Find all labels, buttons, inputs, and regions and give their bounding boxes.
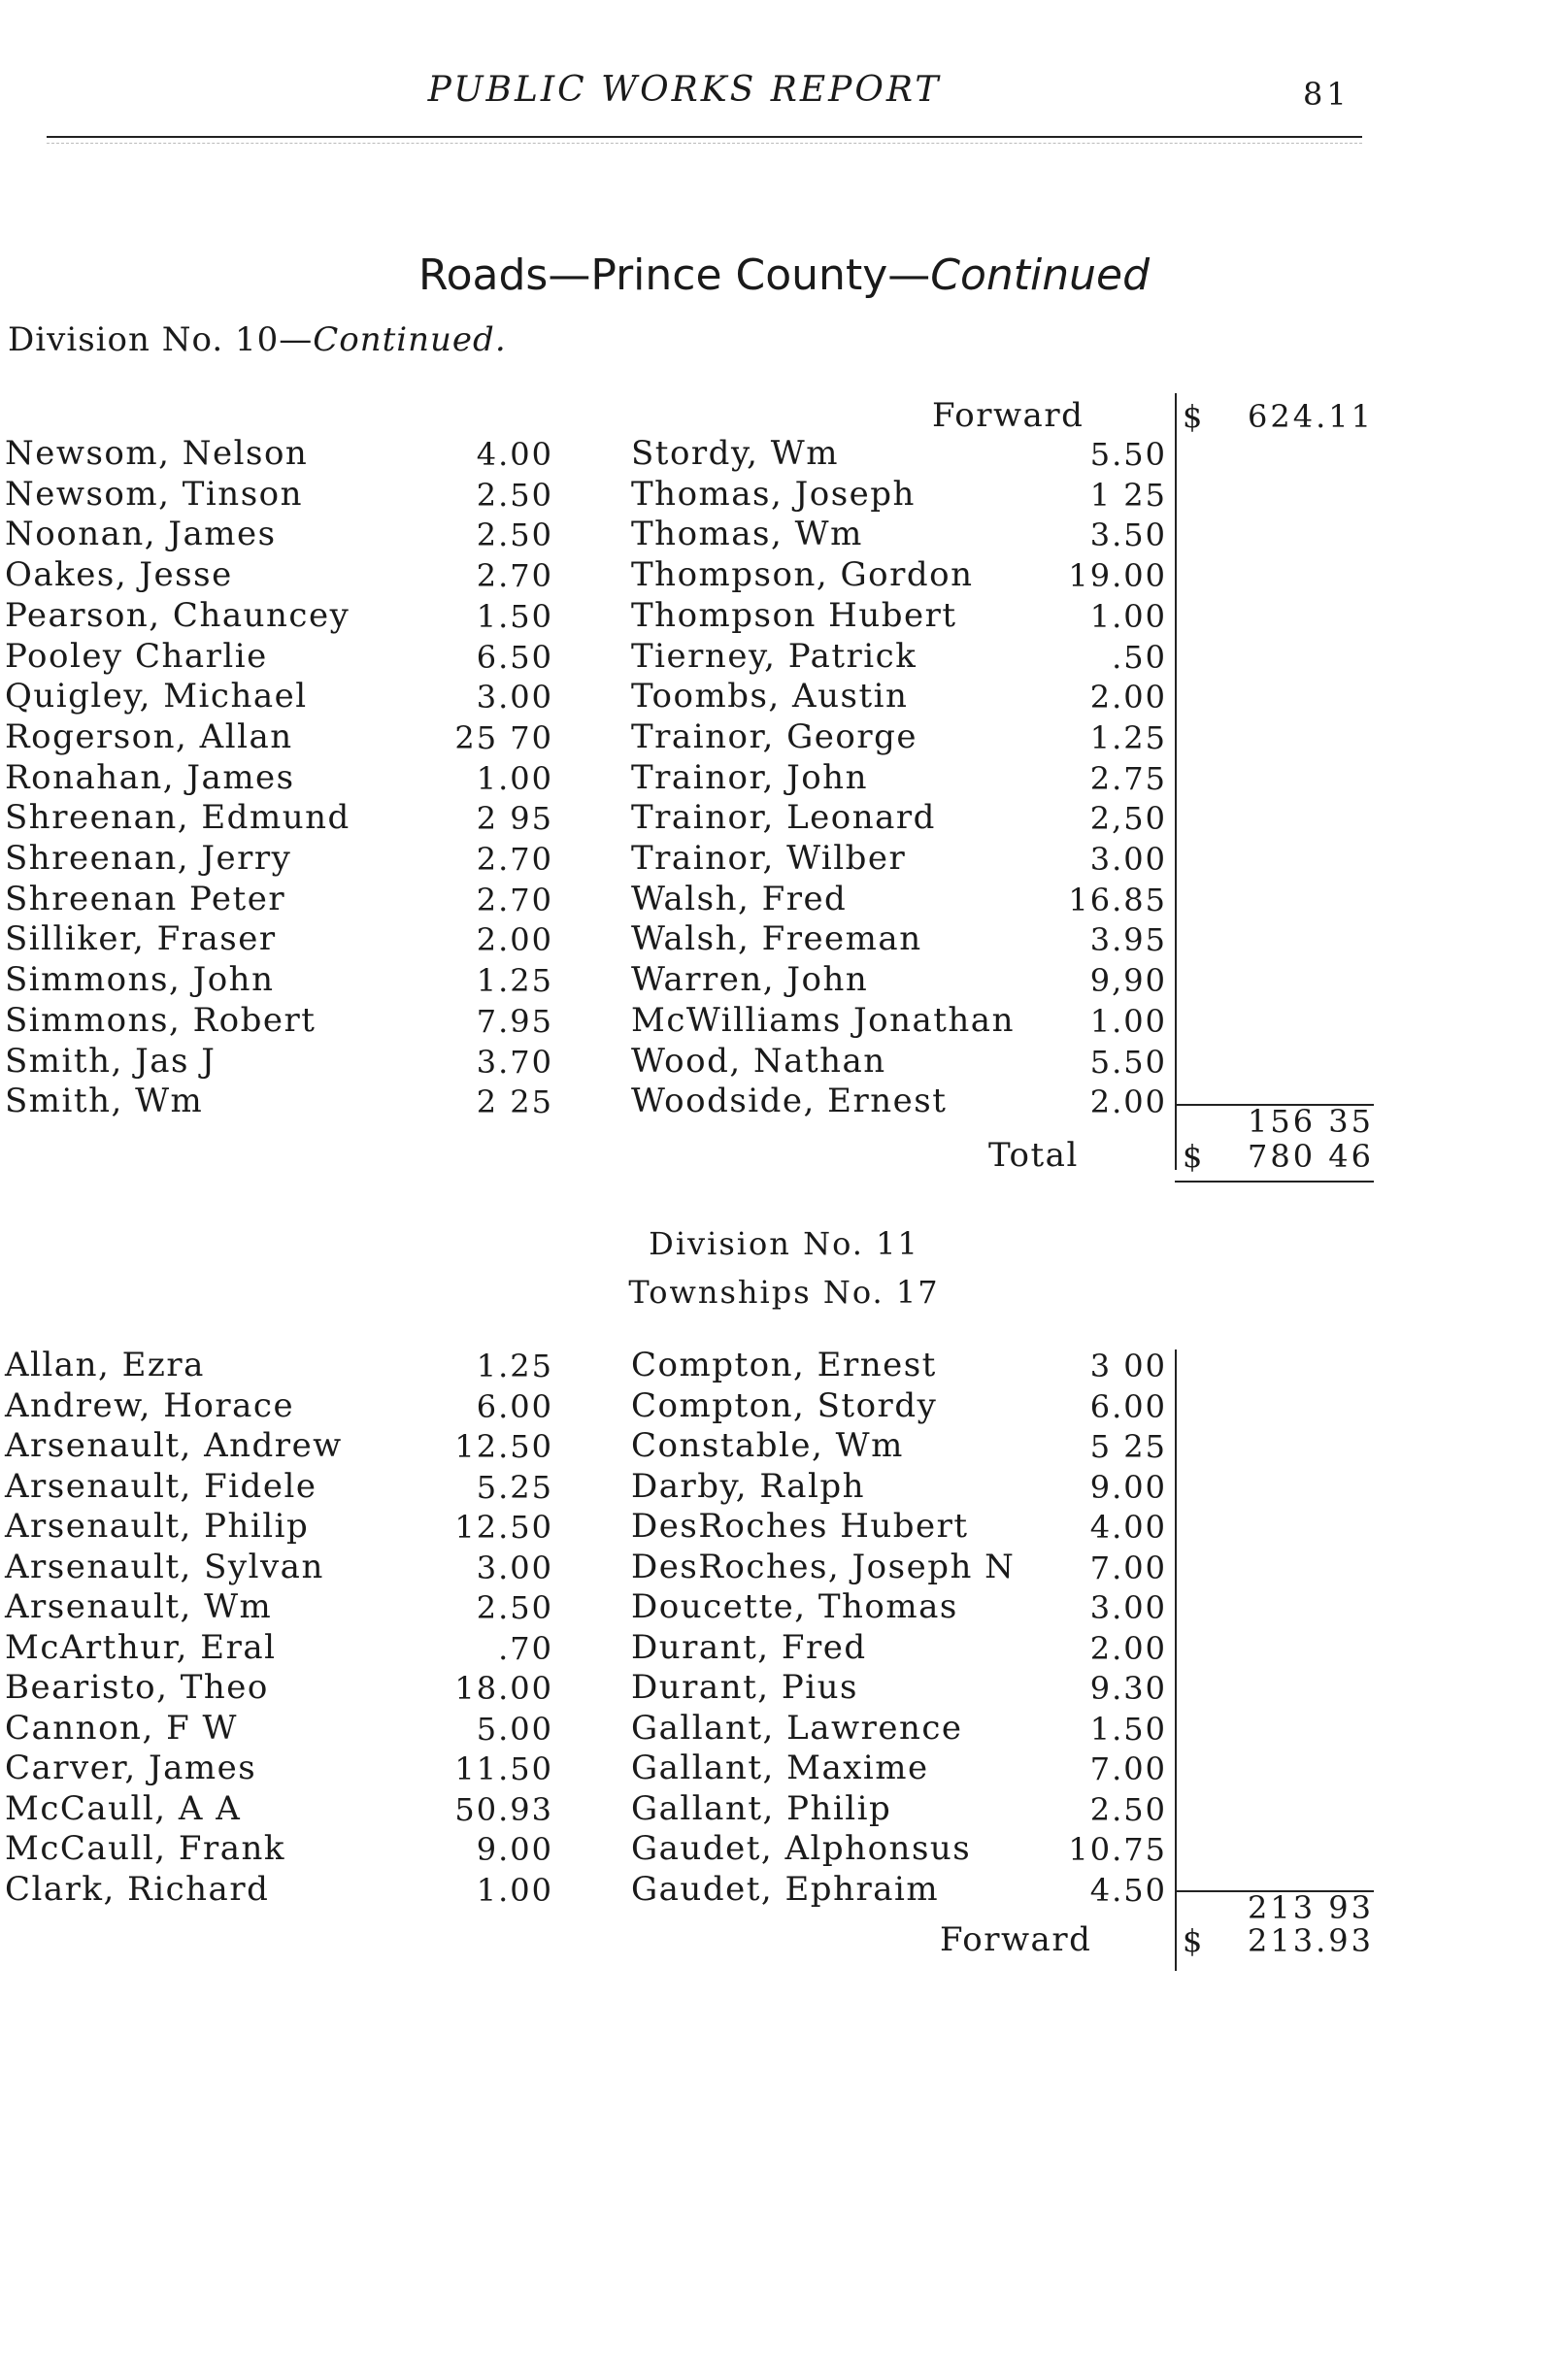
right-entry-name: Walsh, Fred: [631, 879, 848, 918]
division-10-total-amount: 780 46: [1248, 1138, 1374, 1175]
right-entry-name: Trainor, John: [631, 757, 868, 797]
division-11-forward-label: Forward: [940, 1920, 1092, 1959]
right-entry-name: DesRoches, Joseph N: [631, 1547, 1016, 1586]
left-entry-amount: 1.00: [476, 759, 553, 797]
left-entry-amount: 2.50: [476, 517, 553, 554]
right-entry-amount: 3.00: [1089, 841, 1167, 878]
right-entry-name: Compton, Ernest: [631, 1346, 937, 1384]
left-entry-name: Arsenault, Wm: [5, 1587, 273, 1626]
right-entry-amount: 3.50: [1089, 517, 1167, 554]
right-entry-name: Trainor, George: [631, 716, 917, 756]
left-entry-amount: 6.00: [476, 1387, 553, 1425]
left-entry-name: Smith, Jas J: [5, 1041, 217, 1081]
division-11-forward-amount: 213.93: [1248, 1922, 1374, 1959]
left-entry-amount: 2.70: [476, 557, 553, 595]
division-10-heading: [8, 320, 507, 359]
division-10-forward-label: Forward: [932, 396, 1084, 435]
left-entry-name: Noonan, James: [5, 515, 277, 554]
right-entry-amount: 3.00: [1089, 1589, 1167, 1626]
right-entry-name: Toombs, Austin: [631, 677, 909, 716]
right-entry-amount: 5 25: [1089, 1428, 1167, 1465]
right-entry-amount: 2.00: [1089, 679, 1167, 716]
left-entry-amount: 1.00: [476, 1871, 553, 1909]
left-entry-amount: .70: [498, 1629, 553, 1667]
section-title: [0, 250, 1568, 300]
left-entry-amount: 1.50: [476, 597, 553, 635]
right-entry-name: Gallant, Philip: [631, 1788, 892, 1828]
left-entry-amount: 2.70: [476, 881, 553, 918]
right-entry-name: Doucette, Thomas: [631, 1587, 958, 1626]
left-entry-amount: 2.50: [476, 1589, 553, 1626]
header-rule-faint: [47, 143, 1362, 144]
header-rule: [47, 136, 1362, 138]
left-entry-name: Carver, James: [5, 1749, 257, 1787]
right-entry-name: Trainor, Leonard: [631, 798, 936, 838]
left-entry-amount: 5.00: [476, 1710, 553, 1748]
right-entry-name: Wood, Nathan: [631, 1041, 886, 1081]
right-entry-amount: 2.00: [1089, 1629, 1167, 1667]
right-entry-amount: 2.75: [1089, 759, 1167, 797]
left-entry-name: Smith, Wm: [5, 1082, 204, 1121]
right-entry-amount: 9,90: [1089, 962, 1167, 1000]
right-entry-name: Durant, Pius: [631, 1668, 858, 1707]
running-header-title: PUBLIC WORKS REPORT: [427, 70, 942, 110]
left-entry-name: Arsenault, Philip: [5, 1507, 310, 1546]
right-entry-amount: 16.85: [1068, 881, 1167, 918]
left-entry-name: Shreenan Peter: [5, 879, 286, 918]
left-entry-name: Quigley, Michael: [5, 677, 308, 716]
right-entry-amount: 5.50: [1089, 1043, 1167, 1081]
left-entry-amount: 25 70: [454, 718, 553, 756]
left-entry-amount: 11.50: [454, 1750, 553, 1787]
right-entry-amount: 9.30: [1089, 1670, 1167, 1707]
division-10-column-rule: [1175, 393, 1177, 1170]
right-entry-amount: 7.00: [1089, 1750, 1167, 1787]
right-entry-amount: 4.00: [1089, 1509, 1167, 1546]
left-entry-name: Andrew, Horace: [5, 1385, 295, 1425]
right-entry-name: Darby, Ralph: [631, 1466, 866, 1506]
right-entry-name: Stordy, Wm: [631, 434, 839, 473]
left-entry-name: McArthur, Eral: [5, 1627, 277, 1667]
left-entry-name: Cannon, F W: [5, 1708, 238, 1748]
division-10-total-dollar: $: [1183, 1138, 1203, 1175]
left-entry-amount: 7.95: [476, 1002, 553, 1040]
left-entry-amount: 12.50: [454, 1428, 553, 1465]
left-entry-amount: 1.25: [476, 962, 553, 1000]
division-11-subtotal: 213 93: [1248, 1889, 1374, 1926]
right-entry-name: Thomas, Wm: [631, 515, 863, 554]
left-entry-amount: 3.00: [476, 679, 553, 716]
right-entry-name: Thompson, Gordon: [631, 555, 974, 595]
left-entry-name: Bearisto, Theo: [5, 1668, 269, 1707]
left-entry-amount: 2 95: [476, 800, 553, 838]
division-10-heading-continued: Continued.: [313, 320, 507, 359]
left-entry-amount: 2.00: [476, 921, 553, 959]
division-10-forward-dollar: $: [1183, 398, 1203, 435]
left-entry-amount: 2.70: [476, 841, 553, 878]
right-entry-name: Trainor, Wilber: [631, 839, 907, 878]
right-entry-amount: 3.95: [1089, 921, 1167, 959]
left-entry-amount: 9.00: [476, 1831, 553, 1868]
right-entry-amount: 1.00: [1089, 1002, 1167, 1040]
right-entry-name: Compton, Stordy: [631, 1385, 938, 1425]
division-11-heading: Division No. 11: [649, 1225, 919, 1262]
right-entry-name: Thomas, Joseph: [631, 474, 916, 514]
left-entry-amount: 2.50: [476, 476, 553, 514]
division-10-forward-amount: 624.11: [1248, 398, 1374, 435]
left-entry-amount: 1.25: [476, 1348, 553, 1384]
right-entry-amount: 2.50: [1089, 1790, 1167, 1828]
right-entry-amount: 1.50: [1089, 1710, 1167, 1748]
right-entry-amount: 3 00: [1089, 1348, 1167, 1384]
left-entry-amount: 18.00: [454, 1670, 553, 1707]
left-entry-name: Arsenault, Andrew: [5, 1426, 343, 1465]
right-entry-name: Walsh, Freeman: [631, 919, 922, 959]
division-11-subtotal-rule: [1175, 1890, 1374, 1892]
division-10-total-rule: [1175, 1181, 1374, 1183]
section-title-main: Roads—Prince County—: [417, 250, 931, 300]
left-entry-name: Clark, Richard: [5, 1869, 270, 1909]
right-entry-name: Thompson Hubert: [631, 595, 957, 635]
left-entry-name: Allan, Ezra: [5, 1346, 205, 1384]
left-entry-name: Shreenan, Jerry: [5, 839, 292, 878]
right-entry-amount: 19.00: [1068, 557, 1167, 595]
page-number: 81: [1303, 76, 1351, 113]
right-entry-amount: 7.00: [1089, 1549, 1167, 1586]
division-10-subtotal-rule: [1175, 1104, 1374, 1106]
right-entry-amount: 10.75: [1068, 1831, 1167, 1868]
left-entry-name: Newsom, Nelson: [5, 434, 309, 473]
left-entry-name: Pooley Charlie: [5, 636, 268, 676]
left-entry-name: McCaull, Frank: [5, 1829, 286, 1868]
right-entry-amount: .50: [1112, 638, 1167, 676]
right-entry-amount: 1.25: [1089, 718, 1167, 756]
division-10-total-label: Total: [988, 1136, 1079, 1175]
right-entry-amount: 4.50: [1089, 1871, 1167, 1909]
left-entry-amount: 5.25: [476, 1468, 553, 1506]
left-entry-amount: 50.93: [454, 1790, 553, 1828]
right-entry-name: Gaudet, Alphonsus: [631, 1829, 972, 1868]
right-entry-name: McWilliams Jonathan: [631, 1000, 1015, 1040]
left-entry-name: McCaull, A A: [5, 1788, 242, 1828]
right-entry-name: Tierney, Patrick: [631, 636, 917, 676]
left-entry-name: Arsenault, Sylvan: [5, 1547, 324, 1586]
division-10-heading-main: Division No. 10—: [8, 320, 314, 359]
division-11-column-rule: [1175, 1350, 1177, 1971]
division-10-subtotal: 156 35: [1248, 1103, 1374, 1140]
right-entry-amount: 9.00: [1089, 1468, 1167, 1506]
right-entry-name: Durant, Fred: [631, 1627, 867, 1667]
left-entry-name: Shreenan, Edmund: [5, 798, 350, 838]
right-entry-amount: 1.00: [1089, 597, 1167, 635]
left-entry-name: Rogerson, Allan: [5, 716, 293, 756]
division-11-subheading: Townships No. 17: [628, 1274, 940, 1311]
left-entry-name: Simmons, John: [5, 960, 275, 1000]
left-entry-name: Arsenault, Fidele: [5, 1466, 317, 1506]
right-entry-name: Gallant, Lawrence: [631, 1708, 963, 1748]
left-entry-amount: 12.50: [454, 1509, 553, 1546]
division-11-forward-dollar: $: [1183, 1922, 1203, 1959]
left-entry-name: Simmons, Robert: [5, 1000, 317, 1040]
right-entry-amount: 1 25: [1089, 476, 1167, 514]
left-entry-name: Ronahan, James: [5, 757, 295, 797]
left-entry-amount: 3.70: [476, 1043, 553, 1081]
right-entry-name: Gaudet, Ephraim: [631, 1869, 940, 1909]
left-entry-amount: 3.00: [476, 1549, 553, 1586]
left-entry-name: Pearson, Chauncey: [5, 595, 350, 635]
right-entry-amount: 2.00: [1089, 1083, 1167, 1121]
left-entry-amount: 6.50: [476, 638, 553, 676]
right-entry-amount: 6.00: [1089, 1387, 1167, 1425]
left-entry-name: Silliker, Fraser: [5, 919, 277, 959]
right-entry-name: Gallant, Maxime: [631, 1749, 929, 1787]
right-entry-name: Woodside, Ernest: [631, 1082, 948, 1121]
right-entry-amount: 2,50: [1089, 800, 1167, 838]
right-entry-name: Warren, John: [631, 960, 869, 1000]
right-entry-name: DesRoches Hubert: [631, 1507, 969, 1546]
left-entry-name: Oakes, Jesse: [5, 555, 233, 595]
right-entry-name: Constable, Wm: [631, 1426, 904, 1465]
right-entry-amount: 5.50: [1089, 436, 1167, 473]
left-entry-name: Newsom, Tinson: [5, 474, 304, 514]
left-entry-amount: 2 25: [476, 1083, 553, 1121]
section-title-continued: Continued: [930, 250, 1151, 300]
left-entry-amount: 4.00: [476, 436, 553, 473]
